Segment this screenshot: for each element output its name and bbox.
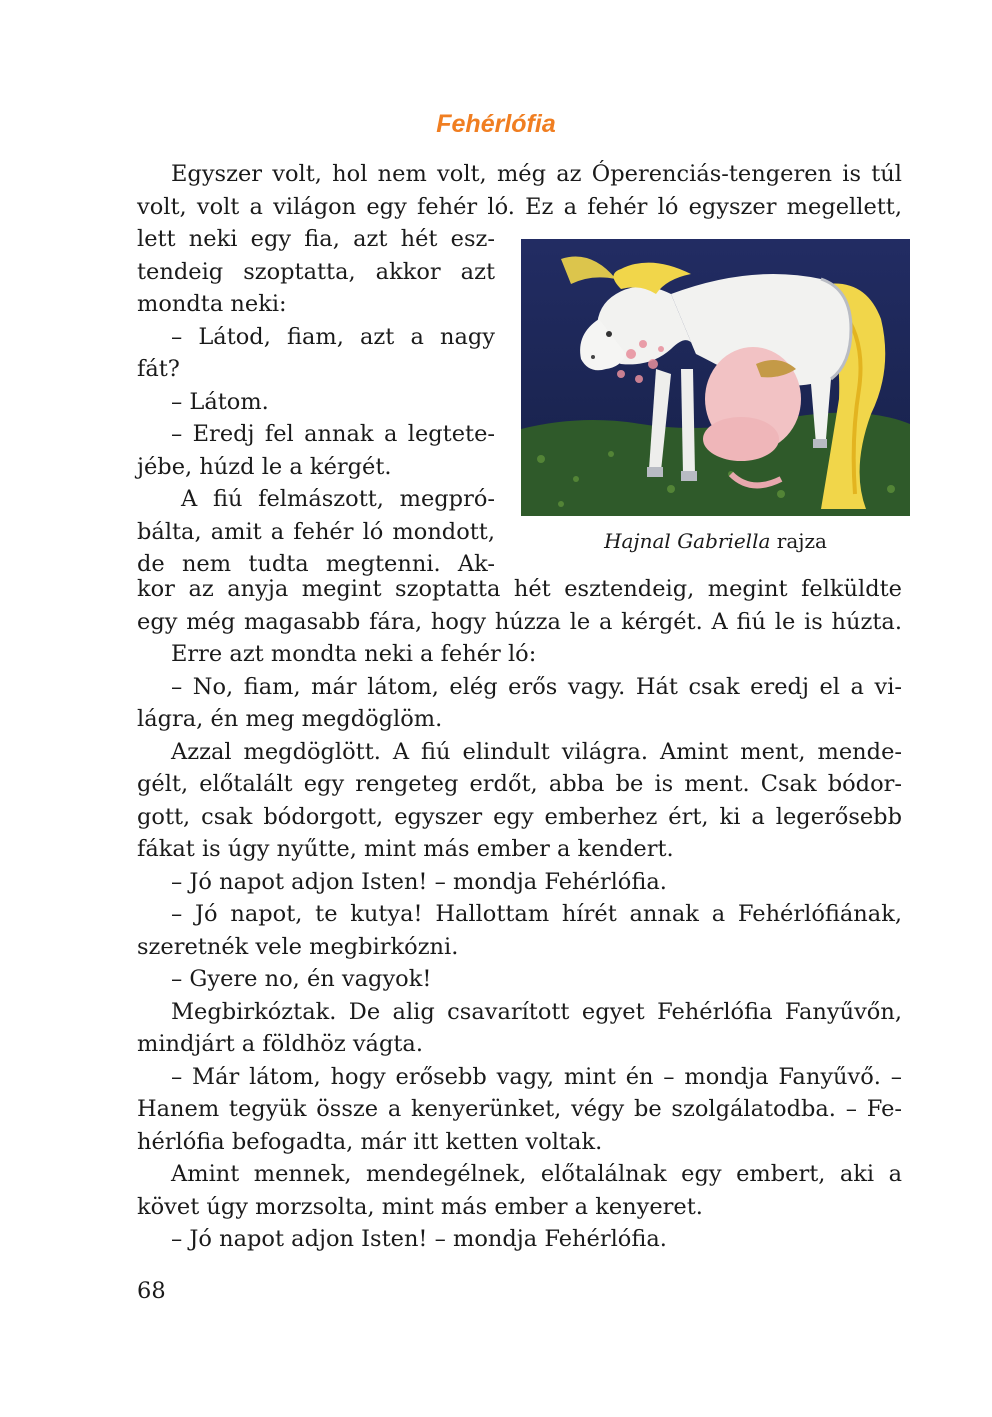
text-line: tendeig szoptatta, akkor azt bbox=[137, 258, 495, 285]
text-line: – Látom. bbox=[171, 388, 269, 415]
text-line: A fiú felmászott, megpró- bbox=[181, 486, 495, 512]
text-line: – Látod, fiam, azt a nagy bbox=[171, 323, 495, 350]
text-line: – Már látom, hogy erősebb vagy, mint én – mondja Fanyűvő. – bbox=[171, 1063, 902, 1090]
text-line: mondta neki: bbox=[137, 291, 287, 317]
illustration-white-horse bbox=[521, 239, 910, 516]
text-line: fát? bbox=[137, 356, 180, 382]
story-title: Fehérlófia bbox=[436, 110, 556, 138]
text-line: kor az anyja megint szoptatta hét esztendeig, megint felküldte bbox=[137, 576, 902, 602]
text-line: Egyszer volt, hol nem volt, még az Óperenciás-tengeren is túl bbox=[171, 161, 902, 187]
text-line: Erre azt mondta neki a fehér ló: bbox=[171, 641, 537, 667]
caption-artist: Hajnal Gabriella bbox=[604, 529, 771, 553]
text-line: szeretnék vele megbirkózni. bbox=[137, 933, 459, 960]
left-column bbox=[137, 223, 495, 581]
text-line: Hanem tegyük össze a kenyerünket, végy be szolgálatodba. – Fe- bbox=[137, 1096, 902, 1122]
text-line: de nem tudta megtenni. Ak- bbox=[137, 551, 495, 577]
text-line: – Jó napot adjon Isten! – mondja Fehérlófia. bbox=[171, 868, 667, 895]
illustration-caption bbox=[521, 529, 910, 553]
text-line: lett neki egy fia, azt hét esz- bbox=[137, 226, 495, 252]
text-line: lágra, én meg megdöglöm. bbox=[137, 706, 443, 732]
page-number: 68 bbox=[137, 1278, 166, 1304]
main-text-block bbox=[137, 573, 902, 1256]
text-line: volt, volt a világon egy fehér ló. Ez a fehér ló egyszer megellett, bbox=[137, 193, 902, 220]
text-line: bálta, amit a fehér ló mondott, bbox=[137, 518, 495, 545]
text-line: fákat is úgy nyűtte, mint más ember a kendert. bbox=[137, 836, 674, 862]
intro-block bbox=[137, 158, 902, 223]
text-line: – No, fiam, már látom, elég erős vagy. Hát csak eredj el a vi- bbox=[171, 673, 902, 700]
text-line: – Gyere no, én vagyok! bbox=[171, 966, 432, 992]
text-line: hérlófia befogadta, már itt ketten voltak. bbox=[137, 1128, 603, 1155]
text-line: – Eredj fel annak a legtete- bbox=[171, 421, 495, 447]
text-line: egy még magasabb fára, hogy húzza le a kérgét. A fiú le is húzta. bbox=[137, 608, 902, 635]
caption-suffix: rajza bbox=[770, 529, 827, 553]
text-line: Megbirkóztak. De alig csavarított egyet Fehérlófia Fanyűvőn, bbox=[171, 998, 902, 1025]
text-line: mindjárt a földhöz vágta. bbox=[137, 1031, 423, 1057]
text-line: jébe, húzd le a kérgét. bbox=[137, 453, 392, 480]
text-line: Azzal megdöglött. A fiú elindult világra. Amint ment, mende- bbox=[171, 738, 902, 765]
text-line: gélt, előtalált egy rengeteg erdőt, abba be is ment. Csak bódor- bbox=[137, 771, 902, 797]
text-line: Amint mennek, mendegélnek, előtalálnak egy embert, aki a bbox=[171, 1161, 902, 1187]
text-line: követ úgy morzsolta, mint más ember a kenyeret. bbox=[137, 1193, 703, 1220]
text-line: – Jó napot, te kutya! Hallottam hírét annak a Fehérlófiának, bbox=[171, 901, 902, 927]
text-line: gott, csak bódorgott, egyszer egy emberhez ért, ki a legerősebb bbox=[137, 803, 902, 830]
text-line: – Jó napot adjon Isten! – mondja Fehérlófia. bbox=[171, 1226, 667, 1252]
